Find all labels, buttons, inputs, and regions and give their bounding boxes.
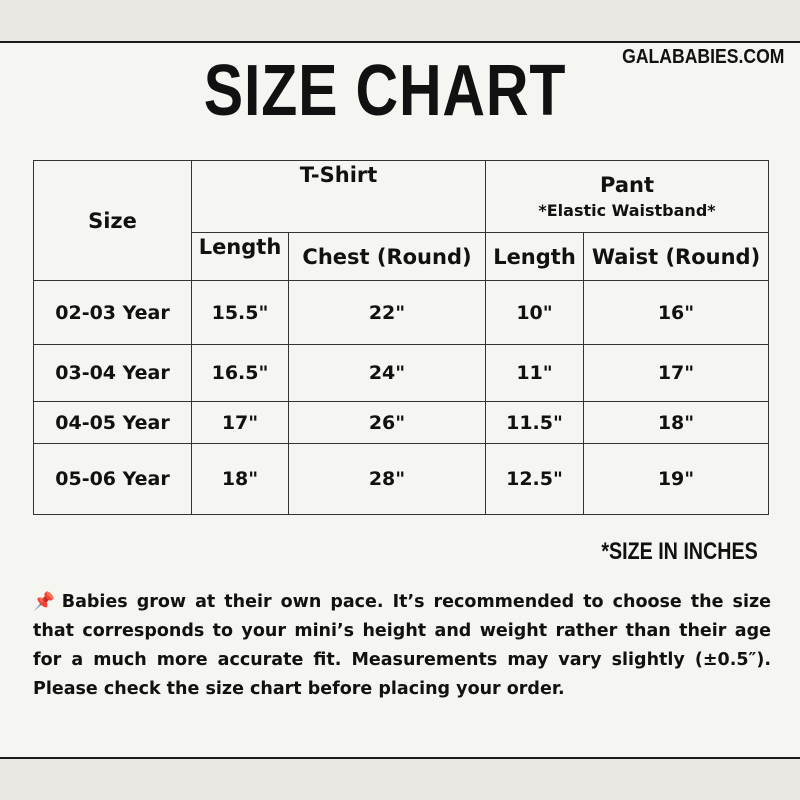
table-row	[34, 281, 769, 345]
tshirt-length-cell: 18"	[192, 444, 289, 515]
table-row	[34, 444, 769, 515]
brand-name: GALABABIES.COM	[621, 46, 784, 68]
pant-length-cell: 11.5"	[486, 402, 584, 444]
size-column-header: Size	[34, 161, 192, 281]
tshirt-length-header: Length	[192, 233, 289, 281]
size-cell: 03-04 Year	[34, 345, 192, 402]
tshirt-group-header	[192, 161, 486, 233]
tshirt-length-cell: 17"	[192, 402, 289, 444]
waist-cell: 16"	[584, 281, 769, 345]
size-table	[33, 160, 769, 515]
sizing-advice	[33, 588, 771, 704]
size-unit-note: *SIZE IN INCHES	[601, 538, 758, 565]
table-row	[34, 402, 769, 444]
table-header-row	[34, 161, 769, 233]
pant-waist-header: Waist (Round)	[584, 233, 769, 281]
tshirt-length-cell: 16.5"	[192, 345, 289, 402]
waist-cell: 17"	[584, 345, 769, 402]
tshirt-header-label: T-Shirt	[299, 163, 378, 187]
chest-cell: 26"	[289, 402, 486, 444]
chest-cell: 22"	[289, 281, 486, 345]
chest-cell: 24"	[289, 345, 486, 402]
table-row	[34, 345, 769, 402]
waist-cell: 19"	[584, 444, 769, 515]
waist-cell: 18"	[584, 402, 769, 444]
pant-group-header	[486, 161, 769, 233]
size-cell: 05-06 Year	[34, 444, 192, 515]
pant-subheader: *Elastic Waistband*	[538, 201, 716, 220]
page-title: SIZE CHART	[203, 51, 567, 131]
pushpin-icon: 📌	[33, 592, 58, 612]
size-cell: 04-05 Year	[34, 402, 192, 444]
pant-header-label: Pant	[600, 173, 654, 197]
pant-length-cell: 10"	[486, 281, 584, 345]
chest-cell: 28"	[289, 444, 486, 515]
pant-length-cell: 12.5"	[486, 444, 584, 515]
sizing-advice-text: Babies grow at their own pace. It’s recommended to choose the size that corresponds to your mini’s height and weight rather than their age for a much more accurate fit. Measurements may vary slightly (±0.5″). Please check the size chart before placing your order.	[33, 592, 771, 699]
pant-length-cell: 11"	[486, 345, 584, 402]
size-cell: 02-03 Year	[34, 281, 192, 345]
tshirt-chest-header: Chest (Round)	[289, 233, 486, 281]
pant-length-header: Length	[486, 233, 584, 281]
tshirt-length-cell: 15.5"	[192, 281, 289, 345]
